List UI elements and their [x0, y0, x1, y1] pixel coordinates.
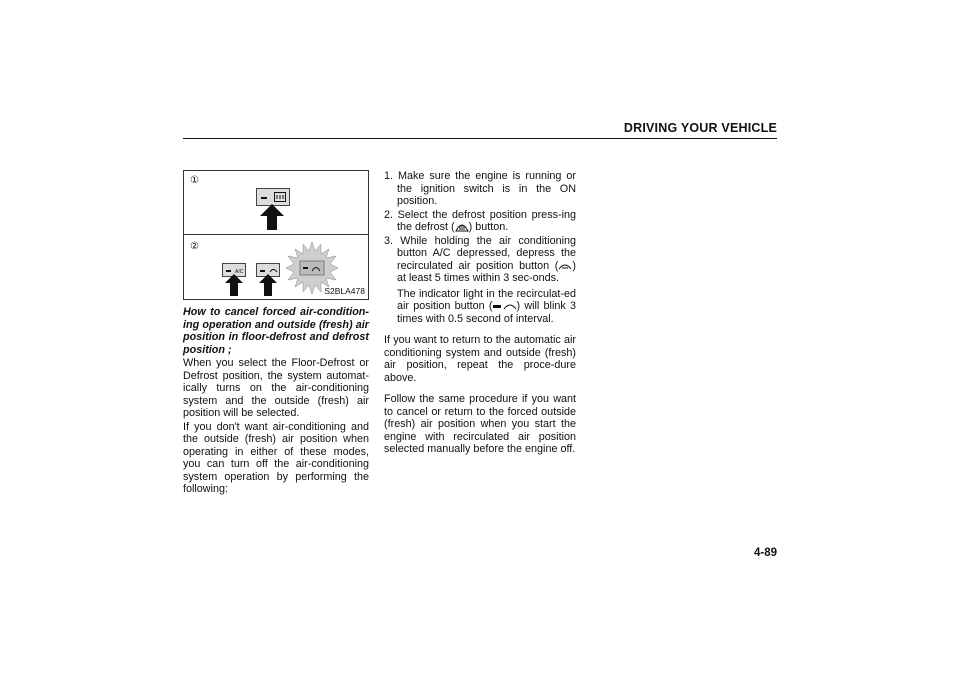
step-2: 2. Select the defrost position press-ing the defrost ( ) button.: [384, 208, 576, 233]
figure-label-2: ②: [190, 241, 199, 252]
svg-text:A/C: A/C: [235, 269, 244, 274]
indicator-note: The indicator light in the recirculat-ed air position button ( ) will blink 3 times with 0.5 second of interval.: [397, 287, 576, 325]
step-3: 3. While holding the air conditioning button A/C depressed, depress the recirculated air position button ( ) at least 5 times within 3 sec-onds.: [384, 234, 576, 284]
procedure-steps: [384, 170, 576, 285]
recirculation-icon: [558, 261, 572, 271]
figure-divider: [184, 234, 368, 235]
defrost-icon: [455, 222, 469, 232]
paragraph: When you select the Floor-Defrost or Defrost position, the system automat-ically turns on the air-conditioning system and the outside (fresh) air position will be selected.: [183, 357, 369, 419]
paragraph: If you don't want air-conditioning and the outside (fresh) air position when operating in either of these modes, you can turn off the air-conditioning system operation by performing the following:: [183, 420, 369, 495]
page-number: 4-89: [753, 547, 777, 559]
section-title: DRIVING YOUR VEHICLE: [623, 121, 777, 135]
defrost-icon: [274, 192, 286, 202]
recirculation-indicator-icon: [493, 301, 517, 311]
step-1: 1. Make sure the engine is running or the ignition switch is in the ON position.: [384, 170, 576, 207]
figure-label-1: ①: [190, 175, 199, 186]
section-subheading: How to cancel forced air-condition-ing operation and outside (fresh) air position in floor-defrost and defrost position ;: [183, 306, 369, 356]
ac-button-figure: [183, 170, 369, 300]
figure-code: S2BLA478: [324, 286, 365, 296]
paragraph: Follow the same procedure if you want to cancel or return to the forced outside (fresh) air position when you start the engine with recirculated air position selected manually before the engine off.: [384, 393, 576, 455]
paragraph: If you want to return to the automatic air conditioning system and outside (fresh) air position, repeat the proce-dure above.: [384, 334, 576, 384]
right-column: [384, 170, 576, 457]
press-arrow-icon: [224, 273, 244, 297]
press-arrow-icon: [259, 203, 285, 231]
left-column: [183, 306, 369, 497]
press-arrow-icon: [258, 273, 278, 297]
header-rule: [183, 138, 777, 139]
